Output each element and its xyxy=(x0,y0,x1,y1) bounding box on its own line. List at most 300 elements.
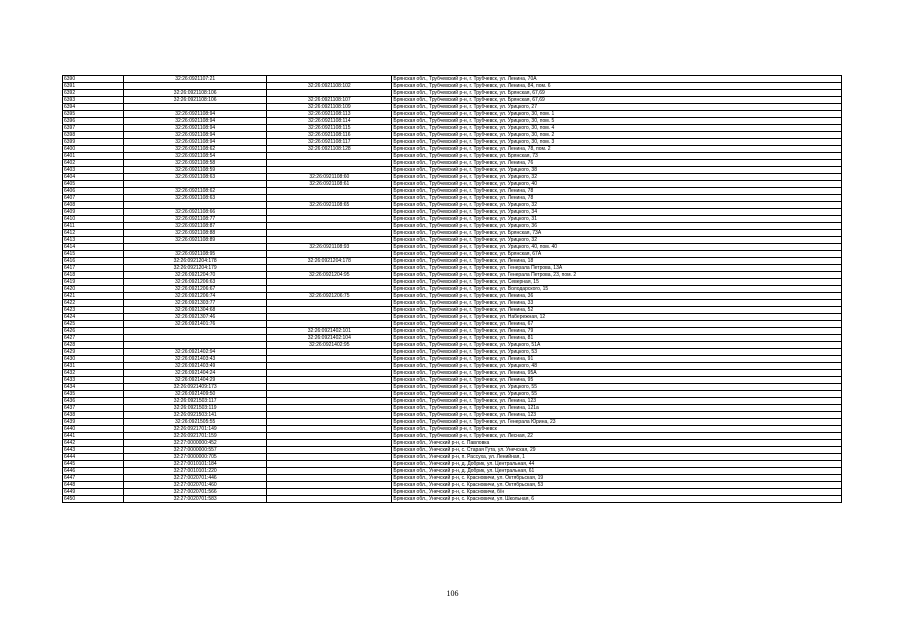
address-cell: Брянская обл., Трубчевский р-н, г. Трубчевск, ул. Ленина, 36 xyxy=(392,293,842,300)
row-number-cell: 6448 xyxy=(63,482,124,489)
address-cell: Брянская обл., Трубчевский р-н, г. Трубчевск, ул. Урицкого, 32 xyxy=(392,237,842,244)
cadastral-number-cell: 32:26:0921403:43 xyxy=(124,356,267,363)
cadastral-number-cell: 32:26:0921503:141 xyxy=(124,412,267,419)
cadastral-number-cell: 32:26:0921108:62 xyxy=(124,146,267,153)
object-number-cell xyxy=(267,314,392,321)
registry-table xyxy=(62,75,842,503)
cadastral-number-cell xyxy=(124,335,267,342)
table-row xyxy=(63,314,842,321)
object-number-cell xyxy=(267,216,392,223)
cadastral-number-cell: 32:26:0921206:67 xyxy=(124,286,267,293)
table-row xyxy=(63,223,842,230)
table-row xyxy=(63,468,842,475)
cadastral-number-cell xyxy=(124,181,267,188)
row-number-cell: 6434 xyxy=(63,384,124,391)
cadastral-number-cell: 32:26:0921404:29 xyxy=(124,377,267,384)
row-number-cell: 6407 xyxy=(63,195,124,202)
row-number-cell: 6400 xyxy=(63,146,124,153)
row-number-cell: 6419 xyxy=(63,279,124,286)
table-row xyxy=(63,230,842,237)
object-number-cell xyxy=(267,496,392,503)
object-number-cell xyxy=(267,475,392,482)
row-number-cell: 6445 xyxy=(63,461,124,468)
address-cell: Брянская обл., Унечский р-н, с. Павловка xyxy=(392,440,842,447)
row-number-cell: 6405 xyxy=(63,181,124,188)
table-row xyxy=(63,405,842,412)
object-number-cell xyxy=(267,391,392,398)
object-number-cell xyxy=(267,398,392,405)
object-number-cell xyxy=(267,377,392,384)
table-row xyxy=(63,132,842,139)
row-number-cell: 6440 xyxy=(63,426,124,433)
row-number-cell: 6423 xyxy=(63,307,124,314)
object-number-cell xyxy=(267,489,392,496)
object-number-cell xyxy=(267,440,392,447)
address-cell: Брянская обл., Трубчевский р-н, г. Трубчевск, ул. Урицкого, 36 xyxy=(392,223,842,230)
row-number-cell: 6430 xyxy=(63,356,124,363)
cadastral-number-cell: 32:26:0921108:89 xyxy=(124,237,267,244)
object-number-cell: 32:26:0921108:60 xyxy=(267,174,392,181)
row-number-cell: 6433 xyxy=(63,377,124,384)
row-number-cell: 6406 xyxy=(63,188,124,195)
table-row xyxy=(63,370,842,377)
table-row xyxy=(63,153,842,160)
row-number-cell: 6424 xyxy=(63,314,124,321)
address-cell: Брянская обл., Трубчевский р-н, г. Трубчевск, ул. Володарского, 15 xyxy=(392,286,842,293)
object-number-cell xyxy=(267,223,392,230)
cadastral-number-cell: 32:26:0921503:119 xyxy=(124,405,267,412)
object-number-cell: 32:26:0921108:61 xyxy=(267,181,392,188)
cadastral-number-cell: 32:26:0921204:70 xyxy=(124,272,267,279)
cadastral-number-cell xyxy=(124,342,267,349)
table-row xyxy=(63,328,842,335)
object-number-cell xyxy=(267,230,392,237)
cadastral-number-cell: 32:26:0921108:66 xyxy=(124,209,267,216)
address-cell: Брянская обл., Трубчевский р-н, г. Трубчевск, ул. Лесная, 22 xyxy=(392,433,842,440)
address-cell: Брянская обл., Трубчевский р-н, г. Трубчевск, ул. Ленина, 95А xyxy=(392,370,842,377)
row-number-cell: 6427 xyxy=(63,335,124,342)
table-row xyxy=(63,216,842,223)
row-number-cell: 6399 xyxy=(63,139,124,146)
address-cell: Брянская обл., Трубчевский р-н, г. Трубчевск, ул. Урицкого, 40 xyxy=(392,181,842,188)
cadastral-number-cell: 32:26:0921108:95 xyxy=(124,251,267,258)
address-cell: Брянская обл., Трубчевский р-н, г. Трубчевск, ул. Брянская, 73 xyxy=(392,153,842,160)
address-cell: Брянская обл., Трубчевский р-н, г. Трубчевск, ул. Ленина, 123 xyxy=(392,412,842,419)
address-cell: Брянская обл., Унечский р-н, д. Добрик, ул. Центральная, 44 xyxy=(392,461,842,468)
table-row xyxy=(63,83,842,90)
object-number-cell xyxy=(267,433,392,440)
object-number-cell: 32:26:0921204:95 xyxy=(267,272,392,279)
object-number-cell xyxy=(267,279,392,286)
object-number-cell xyxy=(267,188,392,195)
address-cell: Брянская обл., Трубчевский р-н, г. Трубчевск, ул. Ленина, 123 xyxy=(392,398,842,405)
address-cell: Брянская обл., Трубчевский р-н, г. Трубчевск, ул. Ленина, 121а xyxy=(392,405,842,412)
object-number-cell xyxy=(267,454,392,461)
row-number-cell: 6422 xyxy=(63,300,124,307)
cadastral-number-cell: 32:26:0921403:49 xyxy=(124,363,267,370)
address-cell: Брянская обл., Трубчевский р-н, г. Трубчевск, ул. Урицкого, 30, пом. 2 xyxy=(392,132,842,139)
address-cell: Брянская обл., Трубчевский р-н, г. Трубчевск, ул. Ленина, 84, пом. 6 xyxy=(392,83,842,90)
row-number-cell: 6416 xyxy=(63,258,124,265)
cadastral-number-cell: 32:26:0921204:179 xyxy=(124,265,267,272)
cadastral-number-cell: 32:26:0921108:94 xyxy=(124,132,267,139)
cadastral-number-cell: 32:26:0921206:63 xyxy=(124,279,267,286)
object-number-cell: 32:26:0921108:113 xyxy=(267,111,392,118)
table-row xyxy=(63,111,842,118)
table-row xyxy=(63,440,842,447)
address-cell: Брянская обл., Трубчевский р-н, г. Трубчевск, ул. Урицкого, 27 xyxy=(392,104,842,111)
address-cell: Брянская обл., Трубчевский р-н, г. Трубчевск, ул. Урицкого, 48 xyxy=(392,363,842,370)
cadastral-number-cell xyxy=(124,328,267,335)
object-number-cell: 32:26:0921206:75 xyxy=(267,293,392,300)
cadastral-number-cell: 32:26:0921108:94 xyxy=(124,139,267,146)
address-cell: Брянская обл., Трубчевский р-н, г. Трубчевск, ул. Урицкого, 32 xyxy=(392,174,842,181)
row-number-cell: 6443 xyxy=(63,447,124,454)
cadastral-number-cell: 32:26:0921108:106 xyxy=(124,90,267,97)
table-row xyxy=(63,419,842,426)
row-number-cell: 6437 xyxy=(63,405,124,412)
table-row xyxy=(63,286,842,293)
address-cell: Брянская обл., Трубчевский р-н, г. Трубчевск, ул. Брянская, 67А xyxy=(392,251,842,258)
cadastral-number-cell: 32:27:0000000:705 xyxy=(124,454,267,461)
table-row xyxy=(63,251,842,258)
cadastral-number-cell: 32:27:0000000:452 xyxy=(124,440,267,447)
row-number-cell: 6450 xyxy=(63,496,124,503)
object-number-cell xyxy=(267,482,392,489)
row-number-cell: 6410 xyxy=(63,216,124,223)
row-number-cell: 6421 xyxy=(63,293,124,300)
address-cell: Брянская обл., Трубчевский р-н, г. Трубчевск, ул. Ленина, 33 xyxy=(392,300,842,307)
cadastral-number-cell: 32:27:0010101:220 xyxy=(124,468,267,475)
cadastral-number-cell: 32:26:0921701:159 xyxy=(124,433,267,440)
table-row xyxy=(63,272,842,279)
object-number-cell xyxy=(267,286,392,293)
row-number-cell: 6412 xyxy=(63,230,124,237)
row-number-cell: 6431 xyxy=(63,363,124,370)
table-row xyxy=(63,146,842,153)
cadastral-number-cell: 32:26:0921108:58 xyxy=(124,160,267,167)
object-number-cell: 32:26:0921108:109 xyxy=(267,104,392,111)
row-number-cell: 6444 xyxy=(63,454,124,461)
cadastral-number-cell xyxy=(124,244,267,251)
object-number-cell xyxy=(267,412,392,419)
row-number-cell: 6394 xyxy=(63,104,124,111)
table-row xyxy=(63,321,842,328)
cadastral-number-cell: 32:27:0010101:184 xyxy=(124,461,267,468)
table-row xyxy=(63,412,842,419)
table-row xyxy=(63,398,842,405)
row-number-cell: 6401 xyxy=(63,153,124,160)
object-number-cell xyxy=(267,370,392,377)
table-row xyxy=(63,244,842,251)
table-row xyxy=(63,293,842,300)
cadastral-number-cell: 32:27:0020701:583 xyxy=(124,496,267,503)
table-row xyxy=(63,426,842,433)
address-cell: Брянская обл., Трубчевский р-н, г. Трубчевск, ул. Ленина, 81 xyxy=(392,335,842,342)
table-row xyxy=(63,188,842,195)
table-row xyxy=(63,90,842,97)
table-row xyxy=(63,265,842,272)
row-number-cell: 6435 xyxy=(63,391,124,398)
table-row xyxy=(63,461,842,468)
address-cell: Брянская обл., Трубчевский р-н, г. Трубчевск, ул. Урицкого, 53 xyxy=(392,349,842,356)
address-cell: Брянская обл., Трубчевский р-н, г. Трубчевск, ул. Генерала Петрова, 23, пом. 2 xyxy=(392,272,842,279)
object-number-cell xyxy=(267,300,392,307)
object-number-cell xyxy=(267,209,392,216)
object-number-cell xyxy=(267,76,392,83)
cadastral-number-cell: 32:27:0000000:557 xyxy=(124,447,267,454)
table-row xyxy=(63,454,842,461)
row-number-cell: 6402 xyxy=(63,160,124,167)
object-number-cell xyxy=(267,426,392,433)
cadastral-number-cell: 32:26:0921204:178 xyxy=(124,258,267,265)
row-number-cell: 6398 xyxy=(63,132,124,139)
table-row xyxy=(63,125,842,132)
row-number-cell: 6413 xyxy=(63,237,124,244)
table-row xyxy=(63,349,842,356)
object-number-cell xyxy=(267,307,392,314)
address-cell: Брянская обл., Трубчевский р-н, г. Трубчевск, ул. Брянская, 67,69 xyxy=(392,97,842,104)
cadastral-number-cell: 32:26:0921108:54 xyxy=(124,153,267,160)
table-row xyxy=(63,307,842,314)
row-number-cell: 6392 xyxy=(63,90,124,97)
address-cell: Брянская обл., Унечский р-н, с. Красновичи, б/н xyxy=(392,489,842,496)
row-number-cell: 6418 xyxy=(63,272,124,279)
address-cell: Брянская обл., Трубчевский р-н, г. Трубчевск, ул. Ленина, 78 xyxy=(392,188,842,195)
table-row xyxy=(63,342,842,349)
address-cell: Брянская обл., Трубчевский р-н, г. Трубчевск, ул. Ленина, 78 xyxy=(392,195,842,202)
object-number-cell: 32:26:0921402:101 xyxy=(267,328,392,335)
address-cell: Брянская обл., Трубчевский р-н, г. Трубчевск, ул. Набережная, 12 xyxy=(392,314,842,321)
table-row xyxy=(63,118,842,125)
table-row xyxy=(63,167,842,174)
address-cell: Брянская обл., Трубчевский р-н, г. Трубчевск, ул. Брянская, 67,69 xyxy=(392,90,842,97)
address-cell: Брянская обл., Трубчевский р-н, г. Трубчевск, ул. Урицкого, 30, пом. 5 xyxy=(392,118,842,125)
address-cell: Брянская обл., Трубчевский р-н, г. Трубчевск, ул. Урицкого, 30, пом. 3 xyxy=(392,139,842,146)
cadastral-number-cell xyxy=(124,202,267,209)
row-number-cell: 6442 xyxy=(63,440,124,447)
table-row xyxy=(63,356,842,363)
row-number-cell: 6415 xyxy=(63,251,124,258)
cadastral-number-cell: 32:26:0921108:63 xyxy=(124,195,267,202)
cadastral-number-cell xyxy=(124,83,267,90)
address-cell: Брянская обл., Трубчевский р-н, г. Трубчевск, ул. Ленина, 67 xyxy=(392,321,842,328)
cadastral-number-cell: 32:26:0921206:74 xyxy=(124,293,267,300)
table-row xyxy=(63,195,842,202)
address-cell: Брянская обл., Трубчевский р-н, г. Трубчевск, ул. Ленина, 76 xyxy=(392,160,842,167)
registry-table-container xyxy=(62,75,842,503)
address-cell: Брянская обл., Трубчевский р-н, г. Трубчевск, ул. Ленина, 91 xyxy=(392,356,842,363)
address-cell: Брянская обл., Унечский р-н, с. Старая Гута, ул. Унечская, 29 xyxy=(392,447,842,454)
object-number-cell: 32:26:0921108:114 xyxy=(267,118,392,125)
table-row xyxy=(63,209,842,216)
registry-table-body xyxy=(63,76,842,503)
address-cell: Брянская обл., Трубчевский р-н, г. Трубчевск, ул. Ленина, 95 xyxy=(392,377,842,384)
object-number-cell xyxy=(267,349,392,356)
row-number-cell: 6446 xyxy=(63,468,124,475)
row-number-cell: 6393 xyxy=(63,97,124,104)
address-cell: Брянская обл., Трубчевский р-н, г. Трубчевск, ул. Ленина, 18 xyxy=(392,258,842,265)
row-number-cell: 6391 xyxy=(63,83,124,90)
address-cell: Брянская обл., Унечский р-н, с. Красновичи, ул. Октябрьская, 53 xyxy=(392,482,842,489)
cadastral-number-cell: 32:26:0921701:149 xyxy=(124,426,267,433)
address-cell: Брянская обл., Трубчевский р-н, г. Трубчевск, ул. Урицкого, 40, пом. 40 xyxy=(392,244,842,251)
table-row xyxy=(63,76,842,83)
row-number-cell: 6449 xyxy=(63,489,124,496)
cadastral-number-cell: 32:26:0921409:50 xyxy=(124,391,267,398)
table-row xyxy=(63,482,842,489)
address-cell: Брянская обл., Трубчевский р-н, г. Трубчевск, ул. Ленина, 52 xyxy=(392,307,842,314)
page-number: 106 xyxy=(446,589,459,598)
cadastral-number-cell: 32:26:0921108:94 xyxy=(124,118,267,125)
row-number-cell: 6417 xyxy=(63,265,124,272)
table-row xyxy=(63,496,842,503)
cadastral-number-cell: 32:26:0921108:62 xyxy=(124,188,267,195)
cadastral-number-cell: 32:26:0921108:106 xyxy=(124,97,267,104)
address-cell: Брянская обл., Трубчевский р-н, г. Трубчевск, ул. Ленина, 79 xyxy=(392,328,842,335)
object-number-cell xyxy=(267,321,392,328)
table-row xyxy=(63,258,842,265)
object-number-cell: 32:26:0921108:102 xyxy=(267,83,392,90)
table-row xyxy=(63,300,842,307)
table-row xyxy=(63,363,842,370)
row-number-cell: 6425 xyxy=(63,321,124,328)
table-row xyxy=(63,279,842,286)
object-number-cell xyxy=(267,468,392,475)
table-row xyxy=(63,181,842,188)
object-number-cell xyxy=(267,160,392,167)
address-cell: Брянская обл., Трубчевский р-н, г. Трубчевск, ул. Ленина, 78, пом. 2 xyxy=(392,146,842,153)
row-number-cell: 6441 xyxy=(63,433,124,440)
cadastral-number-cell: 32:26:0921108:77 xyxy=(124,216,267,223)
object-number-cell xyxy=(267,237,392,244)
row-number-cell: 6408 xyxy=(63,202,124,209)
table-row xyxy=(63,237,842,244)
table-row xyxy=(63,433,842,440)
address-cell: Брянская обл., Трубчевский р-н, г. Трубчевск, ул. Генерала Петрова, 13А xyxy=(392,265,842,272)
object-number-cell xyxy=(267,265,392,272)
address-cell: Брянская обл., Унечский р-н, п. Рассуха, ул. Ленийная, 1 xyxy=(392,454,842,461)
cadastral-number-cell: 32:26:0921304:68 xyxy=(124,307,267,314)
table-row xyxy=(63,489,842,496)
object-number-cell: 32:26:0921204:178 xyxy=(267,258,392,265)
address-cell: Брянская обл., Трубчевский р-н, г. Трубчевск, ул. Урицкого, 51А xyxy=(392,342,842,349)
row-number-cell: 6438 xyxy=(63,412,124,419)
table-row xyxy=(63,139,842,146)
object-number-cell: 32:26:0921108:107 xyxy=(267,97,392,104)
object-number-cell xyxy=(267,356,392,363)
row-number-cell: 6404 xyxy=(63,174,124,181)
row-number-cell: 6429 xyxy=(63,349,124,356)
object-number-cell: 32:26:0921108:65 xyxy=(267,202,392,209)
table-row xyxy=(63,104,842,111)
address-cell: Брянская обл., Трубчевский р-н, г. Трубчевск, ул. Урицкого, 55 xyxy=(392,391,842,398)
cadastral-number-cell: 32:26:0921307:46 xyxy=(124,314,267,321)
row-number-cell: 6409 xyxy=(63,209,124,216)
row-number-cell: 6447 xyxy=(63,475,124,482)
address-cell: Брянская обл., Трубчевский р-н, г. Трубчевск, ул. Урицкого, 30, пом. 4 xyxy=(392,125,842,132)
address-cell: Брянская обл., Унечский р-н, д. Добрик, ул. Центральная, 61 xyxy=(392,468,842,475)
address-cell: Брянская обл., Трубчевский р-н, г. Трубчевск xyxy=(392,426,842,433)
object-number-cell: 32:26:0921108:128 xyxy=(267,146,392,153)
row-number-cell: 6414 xyxy=(63,244,124,251)
object-number-cell xyxy=(267,419,392,426)
address-cell: Брянская обл., Трубчевский р-н, г. Трубчевск, ул. Ленина, 70А xyxy=(392,76,842,83)
address-cell: Брянская обл., Унечский р-н, с. Красновичи, ул. Школьная, 6 xyxy=(392,496,842,503)
cadastral-number-cell: 32:26:0921503:117 xyxy=(124,398,267,405)
cadastral-number-cell: 32:26:0921404:24 xyxy=(124,370,267,377)
cadastral-number-cell: 32:27:0020701:566 xyxy=(124,489,267,496)
cadastral-number-cell: 32:27:0020701:446 xyxy=(124,475,267,482)
object-number-cell: 32:26:0921108:115 xyxy=(267,125,392,132)
address-cell: Брянская обл., Трубчевский р-н, г. Трубчевск, ул. Брянская, 73А xyxy=(392,230,842,237)
object-number-cell: 32:26:0921108:117 xyxy=(267,139,392,146)
object-number-cell: 32:26:0921108:116 xyxy=(267,132,392,139)
object-number-cell xyxy=(267,167,392,174)
address-cell: Брянская обл., Трубчевский р-н, г. Трубчевск, ул. Урицкого, 30, пом. 1 xyxy=(392,111,842,118)
table-row xyxy=(63,384,842,391)
cadastral-number-cell xyxy=(124,104,267,111)
cadastral-number-cell: 32:26:0921108:59 xyxy=(124,167,267,174)
table-row xyxy=(63,97,842,104)
table-row xyxy=(63,160,842,167)
table-row xyxy=(63,377,842,384)
table-row xyxy=(63,335,842,342)
cadastral-number-cell: 32:26:0921108:87 xyxy=(124,223,267,230)
row-number-cell: 6432 xyxy=(63,370,124,377)
row-number-cell: 6428 xyxy=(63,342,124,349)
cadastral-number-cell: 32:26:0921409:173 xyxy=(124,384,267,391)
row-number-cell: 6426 xyxy=(63,328,124,335)
cadastral-number-cell: 32:26:0921108:94 xyxy=(124,125,267,132)
row-number-cell: 6436 xyxy=(63,398,124,405)
object-number-cell xyxy=(267,363,392,370)
object-number-cell xyxy=(267,384,392,391)
table-row xyxy=(63,174,842,181)
object-number-cell xyxy=(267,405,392,412)
cadastral-number-cell: 32:26:0921402:94 xyxy=(124,349,267,356)
row-number-cell: 6395 xyxy=(63,111,124,118)
row-number-cell: 6403 xyxy=(63,167,124,174)
address-cell: Брянская обл., Трубчевский р-н, г. Трубчевск, ул. Урицкого, 32 xyxy=(392,202,842,209)
object-number-cell xyxy=(267,447,392,454)
object-number-cell xyxy=(267,461,392,468)
object-number-cell: 32:26:0921108:93 xyxy=(267,244,392,251)
object-number-cell: 32:26:0921402:95 xyxy=(267,342,392,349)
row-number-cell: 6439 xyxy=(63,419,124,426)
cadastral-number-cell: 32:26:0921505:55 xyxy=(124,419,267,426)
address-cell: Брянская обл., Унечский р-н, с. Красновичи, ул. Октябрьская, 19 xyxy=(392,475,842,482)
cadastral-number-cell: 32:26:0921401:76 xyxy=(124,321,267,328)
address-cell: Брянская обл., Трубчевский р-н, г. Трубчевск, ул. Генерала Юрина, 23 xyxy=(392,419,842,426)
cadastral-number-cell: 32:26:0921303:77 xyxy=(124,300,267,307)
address-cell: Брянская обл., Трубчевский р-н, г. Трубчевск, ул. Северная, 15 xyxy=(392,279,842,286)
cadastral-number-cell: 32:26:0921108:94 xyxy=(124,111,267,118)
row-number-cell: 6420 xyxy=(63,286,124,293)
row-number-cell: 6396 xyxy=(63,118,124,125)
address-cell: Брянская обл., Трубчевский р-н, г. Трубчевск, ул. Урицкого, 34 xyxy=(392,209,842,216)
object-number-cell xyxy=(267,90,392,97)
row-number-cell: 6397 xyxy=(63,125,124,132)
table-row xyxy=(63,475,842,482)
object-number-cell xyxy=(267,195,392,202)
object-number-cell xyxy=(267,251,392,258)
object-number-cell: 32:26:0921402:104 xyxy=(267,335,392,342)
row-number-cell: 6390 xyxy=(63,76,124,83)
cadastral-number-cell: 32:26:0921107:21 xyxy=(124,76,267,83)
address-cell: Брянская обл., Трубчевский р-н, г. Трубчевск, ул. Урицкого, 31 xyxy=(392,216,842,223)
table-row xyxy=(63,391,842,398)
